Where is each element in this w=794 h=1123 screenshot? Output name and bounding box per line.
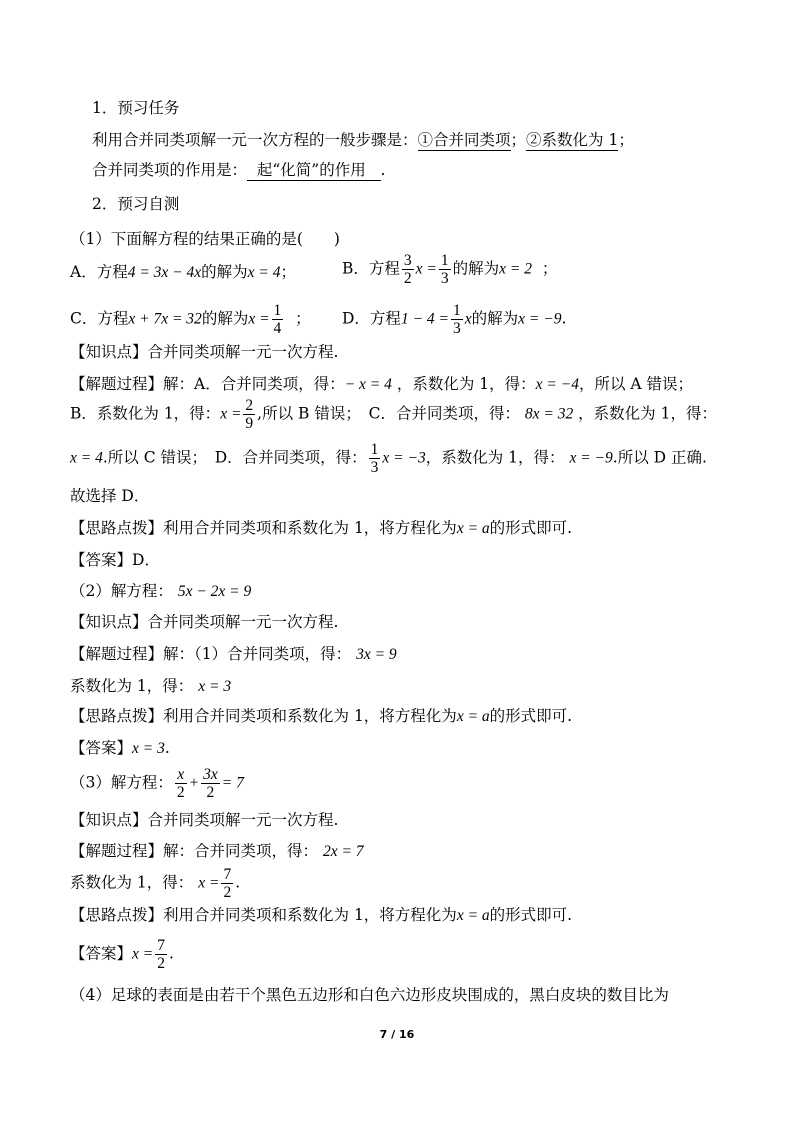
answer: 【答案】D． (70, 551, 160, 569)
solution-line: B．系数化为 1，得：x = $\frac{2}{9}$ ,所以 B 错误； C．合并同类项，得： 8x = 32 ，系数化为 1，得： (70, 397, 717, 432)
page-number: 7 / 16 (379, 1028, 415, 1041)
fraction: $\frac{1}{3}$ (370, 441, 379, 476)
question-stem: （1）下面解方程的结果正确的是( ) (70, 230, 340, 248)
answer: 【答案】x = $\frac{7}{2}$ . (70, 937, 174, 972)
blank-answer: 起“化简”的作用 (247, 161, 381, 181)
option-a: A．方程4 = 3x − 4x的解为x = 4； (70, 263, 297, 281)
fraction: $\frac{3x}{2}$ (203, 766, 218, 801)
knowledge-point: 【知识点】合并同类项解一元一次方程. (70, 343, 339, 361)
question-stem: （2）解方程： 5x − 2x = 9 (70, 582, 252, 600)
fraction: $\frac{7}{2}$ (157, 937, 165, 972)
section-heading: 1．预习任务 (92, 99, 180, 117)
solution-line: 系数化为 1，得： x = 3 (70, 677, 232, 695)
hint: 【思路点拨】利用合并同类项和系数化为 1，将方程化为x = a的形式即可. (70, 906, 573, 924)
hint: 【思路点拨】利用合并同类项和系数化为 1，将方程化为x = a的形式即可. (70, 707, 573, 725)
fraction: $\frac{2}{9}$ (245, 397, 254, 432)
text-line: 利用合并同类项解一元一次方程的一般步骤是：①合并同类项；②系数化为 1； (92, 131, 634, 149)
knowledge-point: 【知识点】合并同类项解一元一次方程. (70, 811, 339, 829)
question-stem: （3）解方程： $\frac{x}{2}$ + $\frac{3x}{2}$ = 7 (70, 766, 244, 801)
fraction: $\frac{1}{3}$ (452, 302, 461, 337)
text-line: 合并同类项的作用是： 起“化简”的作用 . (92, 161, 386, 179)
option-c: C．方程x + 7x = 32的解为x = $\frac{1}{4}$ ； (70, 302, 311, 337)
knowledge-point: 【知识点】合并同类项解一元一次方程. (70, 613, 339, 631)
section-heading: 2．预习自测 (92, 195, 180, 213)
hint: 【思路点拨】利用合并同类项和系数化为 1，将方程化为x = a的形式即可. (70, 519, 573, 537)
option-d: D．方程1 − 4 = $\frac{1}{3}$ x的解为x = −9. (342, 302, 567, 337)
fraction: $\frac{1}{4}$ (273, 302, 282, 337)
solution-process: 【解题过程】解：A．合并同类项，得：− x = 4 ，系数化为 1，得：x = −4，所以 A 错误； (70, 375, 694, 393)
blank-answer: ①合并同类项 (417, 131, 511, 149)
fraction: $\frac{3}{2}$ (403, 252, 412, 287)
solution-process: 【解题过程】解：合并同类项，得： 2x = 7 (70, 842, 364, 860)
solution-process: 【解题过程】解：（1）合并同类项，得： 3x = 9 (70, 645, 397, 663)
question-stem: （4）足球的表面是由若干个黑色五边形和白色六边形皮块围成的，黑白皮块的数目比为 (70, 986, 669, 1004)
solution-line: x = 4.所以 C 错误； D．合并同类项，得： $\frac{1}{3}$ x = −3，系数化为 1，得： x = −9.所以 D 正确. (70, 441, 707, 476)
blank-answer: ②系数化为 1 (526, 131, 619, 149)
option-b: B．方程 $\frac{3}{2}$ x = $\frac{1}{3}$ 的解为x = 2 ； (342, 252, 558, 287)
fraction: $\frac{x}{2}$ (176, 766, 185, 801)
answer: 【答案】x = 3. (70, 739, 170, 757)
solution-line: 故选择 D． (70, 487, 150, 505)
fraction: $\frac{7}{2}$ (223, 866, 232, 901)
fraction: $\frac{1}{3}$ (440, 252, 449, 287)
solution-line: 系数化为 1，得： x = $\frac{7}{2}$ . (70, 866, 241, 901)
